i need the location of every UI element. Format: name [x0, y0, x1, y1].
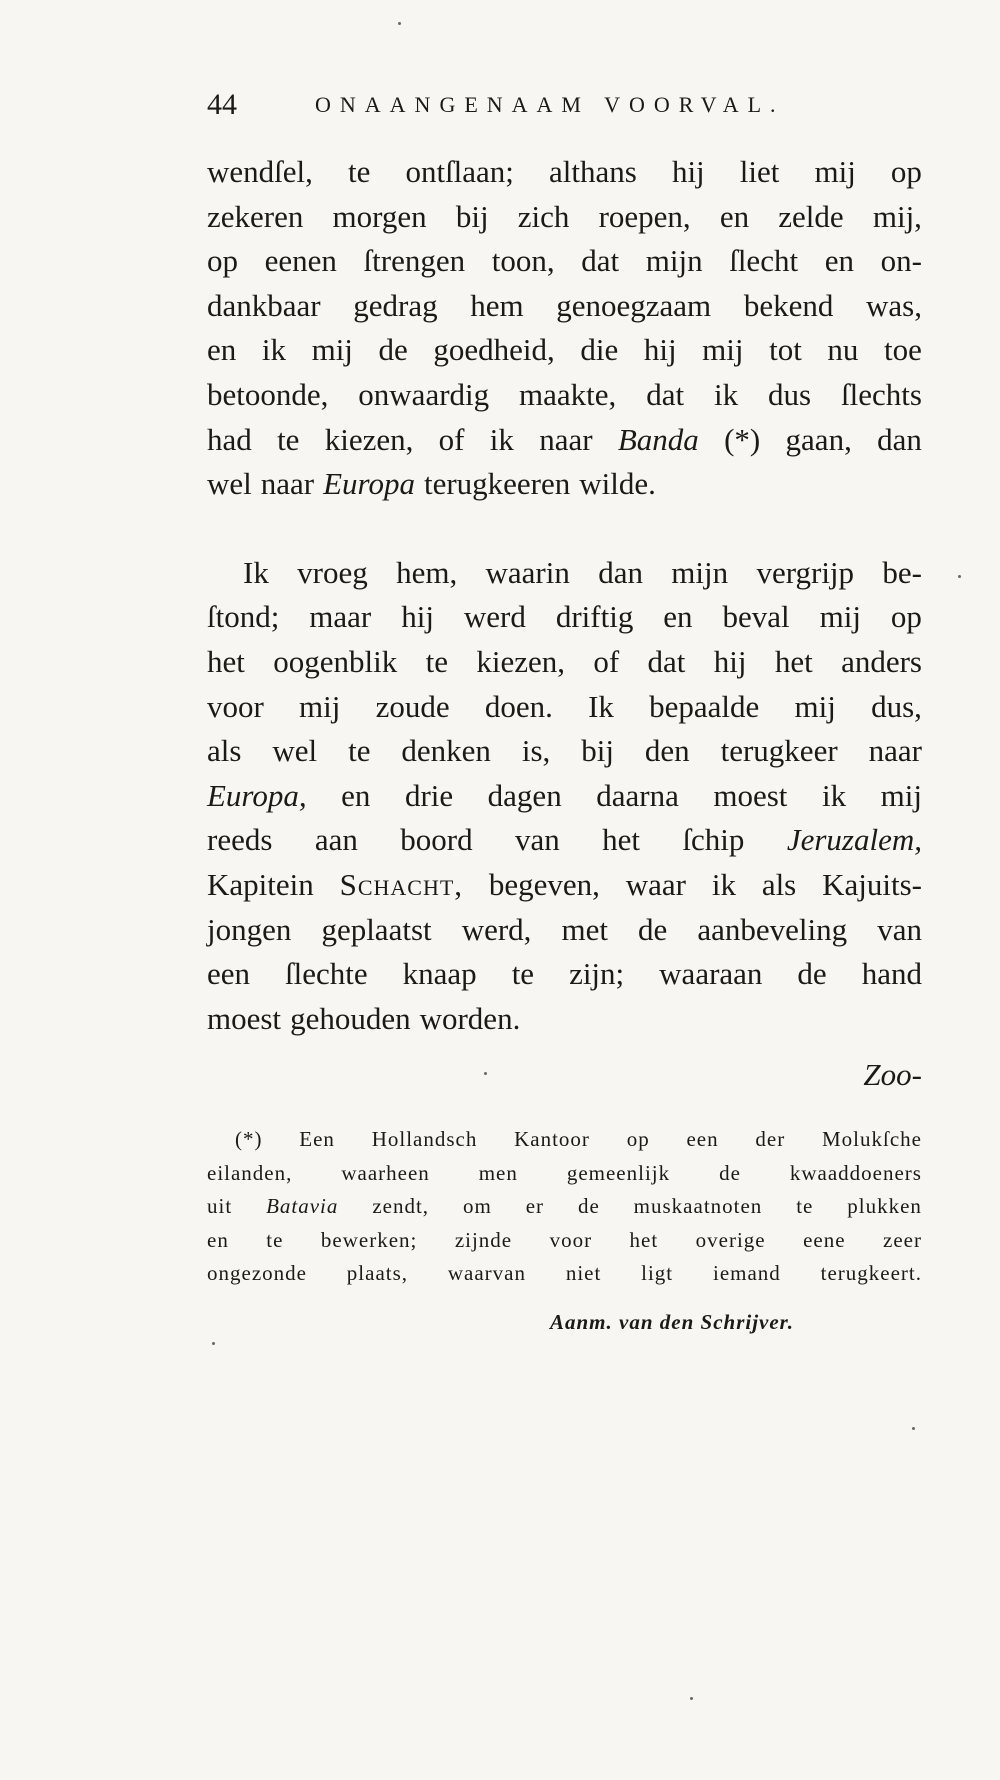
word: als [207, 733, 242, 769]
word: van [877, 911, 922, 947]
word: voor [549, 1227, 593, 1252]
word: niet [565, 1261, 602, 1285]
word: vergrijp [756, 554, 855, 590]
main-text [207, 150, 922, 1041]
word: ongezonde [207, 1261, 307, 1285]
word: hij [401, 599, 434, 635]
word: te [796, 1194, 814, 1218]
word: waaraan [659, 956, 763, 992]
word: Europa [323, 466, 415, 502]
word: hij [643, 332, 677, 368]
text-line [207, 373, 922, 418]
word: gehouden [290, 1000, 411, 1036]
word: dus [768, 376, 812, 412]
word: en [824, 243, 854, 279]
word: en [663, 599, 693, 635]
word: goedheid, [433, 332, 555, 368]
word: op [207, 243, 238, 279]
word: iemand [712, 1261, 781, 1285]
word: wel [272, 733, 318, 769]
word: ſtrengen [363, 243, 466, 279]
word: driftig [555, 599, 634, 635]
word: mij [702, 332, 744, 368]
text-line [207, 1190, 922, 1224]
word: op [890, 599, 922, 635]
word: mij, [872, 198, 922, 234]
page-number: 44 [207, 88, 237, 121]
word: Europa, [207, 777, 307, 813]
word: ontſlaan; [405, 154, 514, 189]
word: te [347, 154, 371, 189]
text-line [207, 1123, 922, 1157]
word: zelde [778, 198, 844, 234]
word: zeer [883, 1227, 922, 1252]
word: vroeg [297, 554, 368, 590]
word: en [719, 198, 750, 234]
word: zekeren [207, 198, 304, 234]
footnote-signature: Aanm. van den Schrijver. [550, 1310, 794, 1334]
word: naar [539, 421, 593, 457]
word: dankbaar [207, 287, 321, 323]
text-line [207, 418, 922, 463]
word: mij [814, 154, 856, 189]
word: er [525, 1194, 545, 1218]
print-speck [212, 1342, 215, 1345]
word: waarin [485, 554, 570, 590]
word: ſchip [682, 822, 745, 858]
word: jongen [207, 911, 292, 947]
word: ſlechts [841, 376, 922, 412]
text-line [207, 774, 922, 819]
word: als [761, 866, 797, 902]
word: ik [821, 777, 847, 813]
word: ik [711, 866, 736, 902]
word: zich [517, 198, 570, 234]
text-line [207, 462, 922, 507]
word: ik [489, 421, 514, 457]
word: althans [549, 154, 637, 189]
word: met [561, 911, 608, 947]
word: muskaatnoten [633, 1194, 763, 1218]
word: dan [598, 554, 643, 590]
word: knaap [402, 956, 477, 992]
word: te [266, 1227, 284, 1252]
word: had [207, 421, 252, 457]
text-line [207, 685, 922, 730]
word: kiezen, [324, 421, 414, 457]
word: ſlecht [729, 243, 799, 279]
word: wilde. [579, 466, 656, 502]
text-line [207, 595, 922, 640]
word: zendt, [372, 1194, 430, 1218]
word: dat [581, 243, 620, 279]
word: zijnde [454, 1227, 513, 1252]
footnote [207, 1123, 922, 1291]
text-line [207, 1257, 922, 1291]
word: werd, [461, 911, 532, 947]
word: dat [647, 643, 686, 679]
word: hand [861, 956, 922, 992]
paragraph-2 [207, 551, 922, 1042]
word: daarna [596, 777, 679, 813]
word: dus, [871, 688, 922, 724]
text-line [207, 551, 922, 596]
word: te [348, 733, 371, 769]
word: naar [260, 466, 315, 502]
text-line [207, 284, 922, 329]
text-line [207, 952, 922, 997]
word: hem [470, 287, 524, 323]
print-speck [690, 1697, 693, 1700]
word: of [593, 643, 620, 679]
word: waar [625, 866, 686, 902]
word: en [207, 1227, 229, 1252]
running-head: ONAANGENAAM VOORVAL. [315, 92, 785, 117]
word: mij [819, 599, 861, 635]
word: of [438, 421, 465, 457]
word: anders [841, 643, 922, 679]
text-line [207, 1157, 922, 1191]
word: wel [207, 466, 252, 502]
text-line [207, 328, 922, 373]
word: naar [868, 733, 922, 769]
word: Een [299, 1127, 335, 1151]
word: Ik [243, 554, 269, 590]
word: om [462, 1194, 492, 1218]
word: (*) [235, 1127, 263, 1151]
word: gemeenlijk [566, 1160, 671, 1185]
word: moest [713, 777, 788, 813]
word: boord [400, 822, 473, 858]
text-line [207, 997, 922, 1042]
text-line [207, 818, 922, 863]
word: overige [695, 1227, 766, 1252]
word: Kapitein [207, 866, 314, 902]
word: eene [803, 1227, 846, 1252]
word: mij [794, 688, 836, 724]
word: hij [671, 154, 705, 189]
word: wendſel, [207, 154, 313, 189]
word: Ik [588, 688, 614, 724]
word: der [755, 1127, 786, 1151]
word: terugkeer [720, 733, 838, 769]
word: be- [882, 554, 922, 590]
word: maar [309, 599, 372, 635]
text-line [207, 640, 922, 685]
word: bij [455, 198, 489, 234]
word: Hollandsch [371, 1127, 478, 1151]
word: mijn [645, 243, 703, 279]
text-line [207, 1224, 922, 1258]
word: mij [311, 332, 353, 368]
word: en [207, 332, 237, 368]
word: liet [739, 154, 780, 189]
word: doen. [484, 688, 553, 724]
word: een [207, 956, 251, 992]
word: kwaaddoeners [789, 1160, 922, 1185]
word: men [478, 1160, 518, 1185]
word: roepen, [598, 198, 691, 234]
word: den [644, 733, 690, 769]
word: eilanden, [207, 1160, 293, 1185]
word: toon, [491, 243, 555, 279]
word: tot [769, 332, 802, 368]
word: Batavia [266, 1194, 339, 1218]
word: worden. [419, 1000, 521, 1036]
text-line [207, 863, 922, 908]
word: waarvan [447, 1261, 526, 1285]
word: morgen [332, 198, 427, 234]
word: te [277, 421, 300, 457]
word: Schacht, [339, 866, 464, 902]
word: een [686, 1127, 719, 1151]
word: gaan, [785, 421, 852, 457]
word: mij [299, 688, 341, 724]
word: Molukſche [821, 1127, 922, 1151]
word: die [580, 332, 619, 368]
word: bekend [743, 287, 834, 323]
word: geplaatst [321, 911, 432, 947]
word: gedrag [353, 287, 438, 323]
word: werd [463, 599, 526, 635]
word: maakte, [519, 376, 617, 412]
word: ligt [641, 1261, 674, 1285]
word: het [774, 643, 813, 679]
word: drie [404, 777, 454, 813]
word: ik [261, 332, 286, 368]
paragraph-1 [207, 150, 922, 507]
word: bepaalde [649, 688, 760, 724]
word: reeds [207, 822, 273, 858]
word: mij [880, 777, 922, 813]
word: beval [722, 599, 790, 635]
word: bewerken; [320, 1227, 418, 1252]
word: ſlechte [285, 956, 368, 992]
word: het [629, 1227, 659, 1252]
text-line [207, 729, 922, 774]
word: aan [314, 822, 358, 858]
word: toe [884, 332, 922, 368]
word: de [378, 332, 408, 368]
word: denken [401, 733, 491, 769]
word: moest [207, 1000, 282, 1036]
word: op [626, 1127, 650, 1151]
word: de [577, 1194, 600, 1218]
word: het [207, 643, 245, 679]
word: zoude [375, 688, 450, 724]
word: genoegzaam [556, 287, 712, 323]
word: waarheen [341, 1160, 430, 1185]
text-line [207, 908, 922, 953]
word: uit [207, 1194, 233, 1218]
word: dan [877, 421, 922, 457]
word: dat [646, 376, 685, 412]
word: (*) [724, 421, 761, 457]
word: ſtond; [207, 599, 280, 635]
word: dagen [487, 777, 562, 813]
word: Kantoor [514, 1127, 590, 1151]
word: terugkeert. [820, 1261, 922, 1285]
word: voor [207, 688, 264, 724]
word: betoonde, [207, 376, 329, 412]
word: onwaardig [358, 376, 490, 412]
word: het [602, 822, 641, 858]
word: plaats, [346, 1261, 409, 1285]
print-speck [912, 1427, 915, 1430]
print-speck [484, 1072, 487, 1075]
word: kiezen, [476, 643, 565, 679]
word: Jeruzalem, [786, 822, 922, 858]
word: zijn; [569, 956, 625, 992]
word: hij [713, 643, 747, 679]
print-speck [958, 575, 961, 578]
word: is, [521, 733, 551, 769]
word: hem, [396, 554, 458, 590]
word: was, [865, 287, 922, 323]
word: en [341, 777, 371, 813]
word: Banda [617, 421, 699, 457]
catchword: Zoo- [863, 1057, 922, 1092]
word: te [425, 643, 448, 679]
page-header [207, 88, 847, 128]
word: op [890, 154, 922, 189]
word: mijn [671, 554, 729, 590]
word: on- [880, 243, 922, 279]
word: nu [827, 332, 859, 368]
word: begeven, [488, 866, 600, 902]
word: de [719, 1160, 741, 1185]
word: Kajuits- [822, 866, 922, 902]
word: bij [581, 733, 614, 769]
word: terugkeeren [423, 466, 571, 502]
word: te [511, 956, 535, 992]
print-speck [398, 22, 401, 25]
word: aanbeveling [697, 911, 848, 947]
word: eenen [264, 243, 337, 279]
word: plukken [847, 1194, 922, 1218]
word: van [514, 822, 560, 858]
text-line [207, 239, 922, 284]
word: ik [714, 376, 739, 412]
text-line [207, 195, 922, 240]
word: oogenblik [273, 643, 398, 679]
text-line [207, 150, 922, 195]
word: de [638, 911, 668, 947]
word: de [797, 956, 827, 992]
